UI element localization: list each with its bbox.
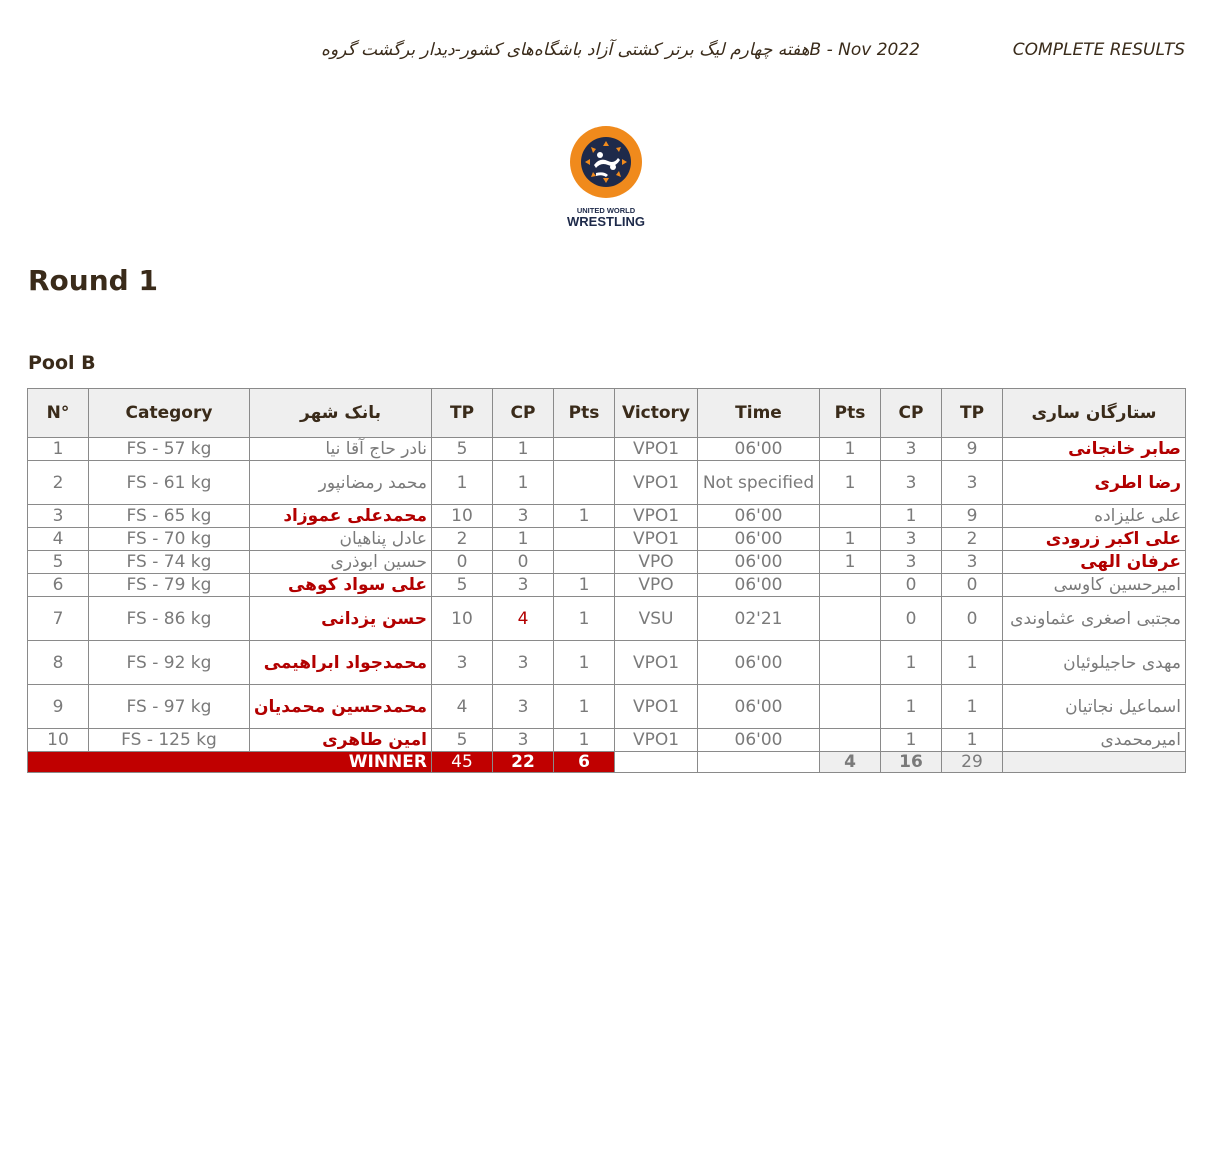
uww-logo-icon [566,125,646,230]
cp-a: 3 [493,574,554,597]
col-time: Time [698,389,820,438]
match-time: 06'00 [698,438,820,461]
match-number: 10 [28,729,89,752]
cp-a: 3 [493,729,554,752]
match-number: 4 [28,528,89,551]
match-time: 06'00 [698,685,820,729]
victory-type: VPO1 [615,505,698,528]
results-table [27,388,1186,773]
pts-a [554,438,615,461]
match-time: 02'21 [698,597,820,641]
tp-b: 3 [942,551,1003,574]
totals-row [28,752,1186,773]
match-number: 9 [28,685,89,729]
cp-a: 3 [493,641,554,685]
total-time-empty [698,752,820,773]
victory-type: VPO1 [615,729,698,752]
tp-a: 10 [432,505,493,528]
tp-b: 0 [942,574,1003,597]
cp-a: 4 [493,597,554,641]
tp-a: 1 [432,461,493,505]
match-time: Not specified [698,461,820,505]
cp-a: 1 [493,528,554,551]
wrestler-b-name: عرفان الهی [1003,551,1186,574]
pts-b [820,641,881,685]
table-row [28,528,1186,551]
table-header-row [28,389,1186,438]
match-number: 7 [28,597,89,641]
weight-category: FS - 70 kg [89,528,250,551]
wrestler-a-name: علی سواد کوهی [250,574,432,597]
wrestler-a-name: امین طاهری [250,729,432,752]
cp-a: 1 [493,438,554,461]
pts-b [820,597,881,641]
total-team-b-empty [1003,752,1186,773]
tp-b: 3 [942,461,1003,505]
weight-category: FS - 97 kg [89,685,250,729]
weight-category: FS - 61 kg [89,461,250,505]
weight-category: FS - 79 kg [89,574,250,597]
victory-type: VPO [615,551,698,574]
pts-a: 1 [554,685,615,729]
victory-type: VPO1 [615,438,698,461]
wrestler-b-name: مهدی حاجیلوئیان [1003,641,1186,685]
total-cp-b: 16 [881,752,942,773]
table-row [28,685,1186,729]
wrestler-a-name: محمد رمضانپور [250,461,432,505]
pts-b: 1 [820,438,881,461]
tp-b: 2 [942,528,1003,551]
pts-b [820,574,881,597]
pts-a: 1 [554,597,615,641]
weight-category: FS - 125 kg [89,729,250,752]
pts-b [820,729,881,752]
match-number: 1 [28,438,89,461]
weight-category: FS - 86 kg [89,597,250,641]
pts-a: 1 [554,505,615,528]
cp-b: 1 [881,685,942,729]
event-title: هفته چهارم لیگ برتر کشتی آزاد باشگاه‌های کشور-دیدار برگشت گروهB - Nov 2022 [321,40,920,60]
total-tp-a: 45 [432,752,493,773]
col-team-b: ستارگان ساری [1003,389,1186,438]
wrestler-b-name: علی اکبر زرودی [1003,528,1186,551]
col-category: Category [89,389,250,438]
complete-results-label: COMPLETE RESULTS [1012,40,1185,60]
pts-a: 1 [554,641,615,685]
wrestler-a-name: محمدعلی عموزاد [250,505,432,528]
col-victory: Victory [615,389,698,438]
svg-text:WRESTLING: WRESTLING [567,214,645,229]
weight-category: FS - 92 kg [89,641,250,685]
round-title: Round 1 [28,264,158,297]
tp-a: 0 [432,551,493,574]
col-team-a: بانک شهر [250,389,432,438]
cp-b: 3 [881,461,942,505]
total-pts-b: 4 [820,752,881,773]
total-victory-empty [615,752,698,773]
pts-b [820,685,881,729]
match-number: 6 [28,574,89,597]
tp-a: 5 [432,438,493,461]
pts-b [820,505,881,528]
wrestler-b-name: علی علیزاده [1003,505,1186,528]
weight-category: FS - 74 kg [89,551,250,574]
svg-text:UNITED WORLD: UNITED WORLD [576,206,636,215]
table-row [28,551,1186,574]
cp-b: 1 [881,505,942,528]
match-time: 06'00 [698,528,820,551]
wrestler-b-name: امیرحسین کاوسی [1003,574,1186,597]
match-number: 2 [28,461,89,505]
pts-a [554,461,615,505]
cp-b: 0 [881,597,942,641]
table-row [28,597,1186,641]
tp-a: 4 [432,685,493,729]
tp-a: 3 [432,641,493,685]
match-number: 8 [28,641,89,685]
total-pts-a: 6 [554,752,615,773]
cp-b: 3 [881,528,942,551]
tp-b: 9 [942,438,1003,461]
wrestler-b-name: صابر خانجانی [1003,438,1186,461]
col-tp-a: TP [432,389,493,438]
victory-type: VPO1 [615,641,698,685]
total-cp-a: 22 [493,752,554,773]
match-number: 3 [28,505,89,528]
wrestler-b-name: مجتبی اصغری عثماوندی [1003,597,1186,641]
victory-type: VPO1 [615,461,698,505]
wrestler-b-name: رضا اطری [1003,461,1186,505]
col-tp-b: TP [942,389,1003,438]
wrestler-a-name: عادل پناهیان [250,528,432,551]
weight-category: FS - 57 kg [89,438,250,461]
wrestler-a-name: حسن یزدانی [250,597,432,641]
victory-type: VPO1 [615,528,698,551]
col-pts-a: Pts [554,389,615,438]
cp-b: 3 [881,438,942,461]
tp-a: 10 [432,597,493,641]
tp-b: 9 [942,505,1003,528]
tp-b: 1 [942,641,1003,685]
wrestler-b-name: اسماعیل نجاتیان [1003,685,1186,729]
table-row [28,729,1186,752]
match-time: 06'00 [698,641,820,685]
weight-category: FS - 65 kg [89,505,250,528]
tp-a: 2 [432,528,493,551]
victory-type: VPO [615,574,698,597]
pts-b: 1 [820,528,881,551]
col-no: N° [28,389,89,438]
cp-a: 0 [493,551,554,574]
pool-title: Pool B [28,352,96,374]
cp-a: 3 [493,505,554,528]
table-row [28,574,1186,597]
wrestler-a-name: نادر حاج آقا نیا [250,438,432,461]
pts-b: 1 [820,461,881,505]
table-row [28,641,1186,685]
table-row [28,461,1186,505]
winner-label: WINNER [28,752,432,773]
match-number: 5 [28,551,89,574]
wrestler-a-name: حسین ابوذری [250,551,432,574]
match-time: 06'00 [698,729,820,752]
wrestler-b-name: امیرمحمدی [1003,729,1186,752]
pts-a [554,551,615,574]
pts-a: 1 [554,574,615,597]
uww-logo [566,125,646,230]
tp-a: 5 [432,729,493,752]
pts-a [554,528,615,551]
match-time: 06'00 [698,551,820,574]
cp-b: 0 [881,574,942,597]
col-cp-b: CP [881,389,942,438]
cp-a: 3 [493,685,554,729]
match-time: 06'00 [698,574,820,597]
tp-b: 0 [942,597,1003,641]
col-pts-b: Pts [820,389,881,438]
table-row [28,505,1186,528]
tp-a: 5 [432,574,493,597]
tp-b: 1 [942,729,1003,752]
pts-a: 1 [554,729,615,752]
wrestler-a-name: محمدحسین محمدیان [250,685,432,729]
total-tp-b: 29 [942,752,1003,773]
match-time: 06'00 [698,505,820,528]
victory-type: VPO1 [615,685,698,729]
col-cp-a: CP [493,389,554,438]
victory-type: VSU [615,597,698,641]
table-row [28,438,1186,461]
cp-a: 1 [493,461,554,505]
cp-b: 3 [881,551,942,574]
pts-b: 1 [820,551,881,574]
wrestler-a-name: محمدجواد ابراهیمی [250,641,432,685]
cp-b: 1 [881,729,942,752]
tp-b: 1 [942,685,1003,729]
cp-b: 1 [881,641,942,685]
